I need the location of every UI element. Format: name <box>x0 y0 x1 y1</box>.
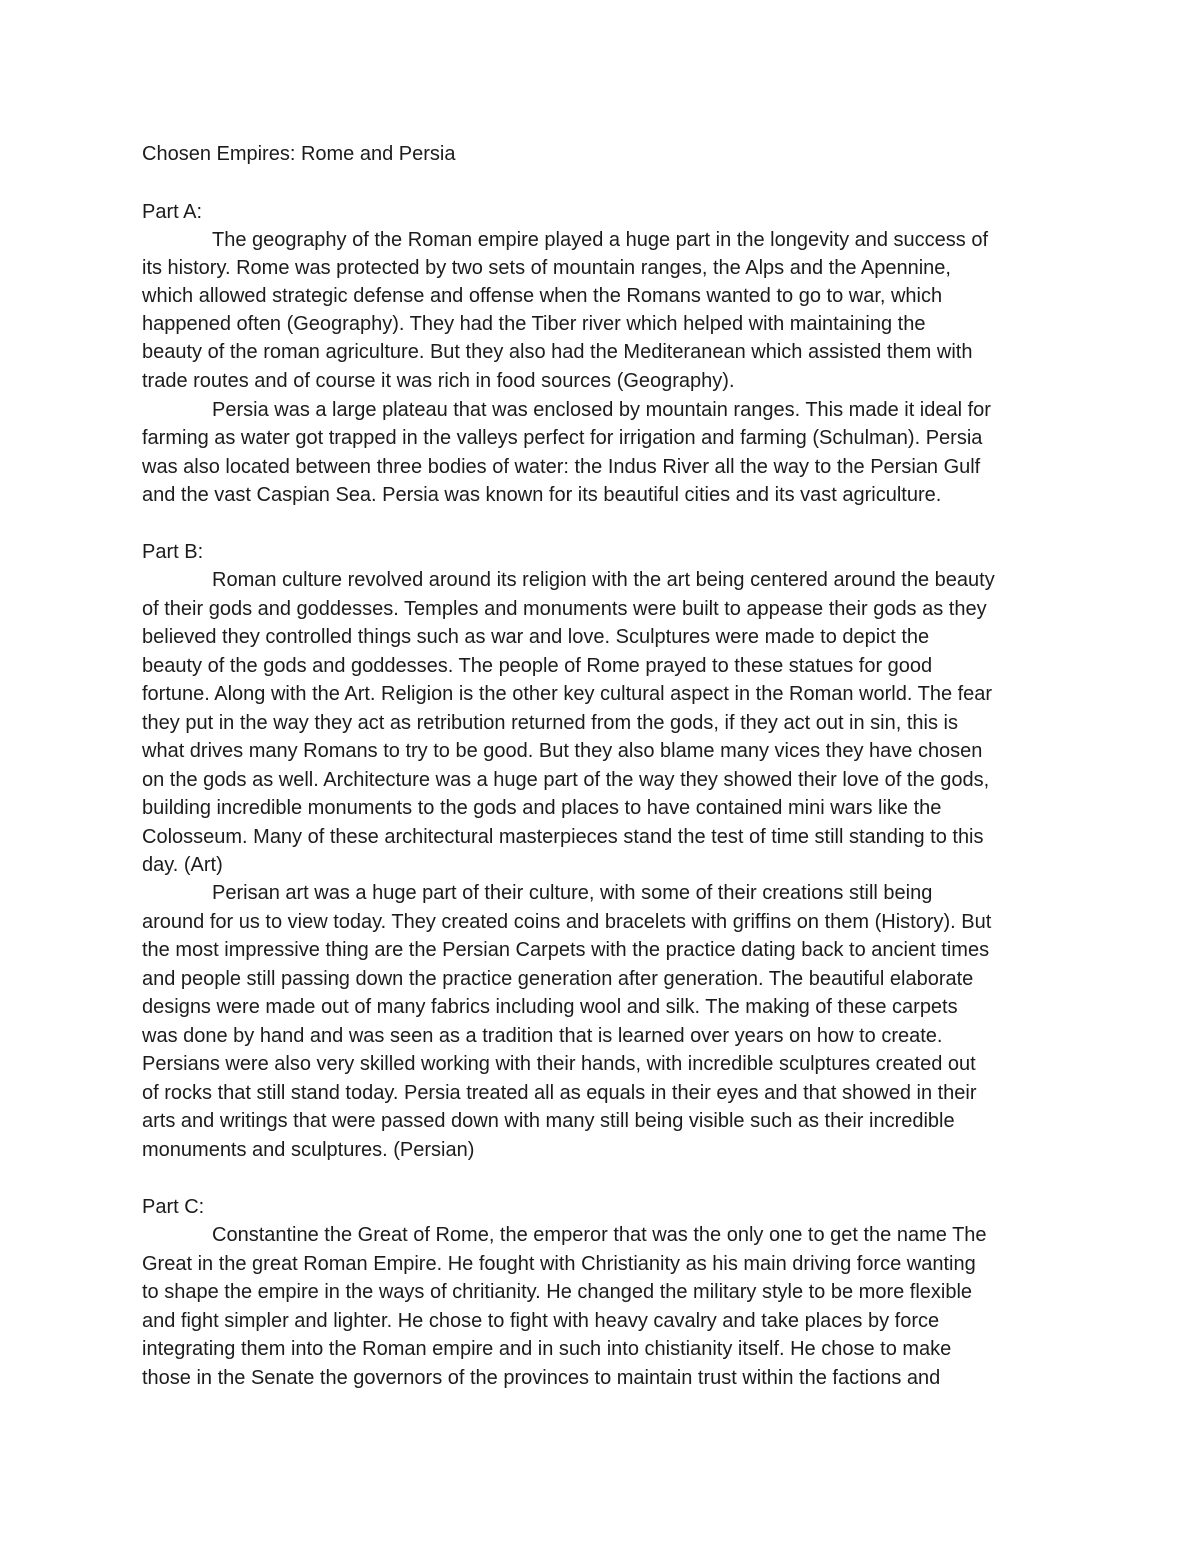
text-line: building incredible monuments to the gods and places to have contained mini wars like the <box>142 797 942 819</box>
text-line: of their gods and goddesses. Temples and monuments were built to appease their gods as they <box>142 598 987 620</box>
text-line: was also located between three bodies of water: the Indus River all the way to the Persian Gulf <box>142 456 981 478</box>
section-heading-part-a: Part A: <box>142 201 203 223</box>
text-line: and fight simpler and lighter. He chose to fight with heavy cavalry and take places by force <box>142 1310 940 1332</box>
text-line: beauty of the gods and goddesses. The people of Rome prayed to these statues for good <box>142 655 933 677</box>
text-line: arts and writings that were passed down with many still being visible such as their incredible <box>142 1110 955 1132</box>
text-line: which allowed strategic defense and offense when the Romans wanted to go to war, which <box>142 285 943 307</box>
text-line: Persians were also very skilled working with their hands, with incredible sculptures created out <box>142 1053 976 1075</box>
text-line: designs were made out of many fabrics including wool and silk. The making of these carpets <box>142 996 958 1018</box>
text-line: they put in the way they act as retribution returned from the gods, if they act out in sin, this is <box>142 712 958 734</box>
section-heading-part-c: Part C: <box>142 1196 205 1218</box>
text-line: happened often (Geography). They had the Tiber river which helped with maintaining the <box>142 313 926 335</box>
text-line: those in the Senate the governors of the provinces to maintain trust within the factions and <box>142 1367 941 1389</box>
text-line: The geography of the Roman empire played a huge part in the longevity and success of <box>212 229 989 251</box>
text-line: Great in the great Roman Empire. He fought with Christianity as his main driving force wanting <box>142 1253 976 1275</box>
text-line: its history. Rome was protected by two sets of mountain ranges, the Alps and the Apennine, <box>142 257 951 279</box>
text-line: monuments and sculptures. (Persian) <box>142 1139 475 1161</box>
text-line: believed they controlled things such as war and love. Sculptures were made to depict the <box>142 626 930 648</box>
text-line: and the vast Caspian Sea. Persia was known for its beautiful cities and its vast agriculture. <box>142 484 942 506</box>
text-line: farming as water got trapped in the valleys perfect for irrigation and farming (Schulman). Persia <box>142 427 983 449</box>
text-line: Perisan art was a huge part of their culture, with some of their creations still being <box>212 882 933 904</box>
text-line: around for us to view today. They created coins and bracelets with griffins on them (History). But <box>142 911 992 933</box>
text-line: to shape the empire in the ways of chritianity. He changed the military style to be more flexible <box>142 1281 973 1303</box>
text-line: trade routes and of course it was rich in food sources (Geography). <box>142 370 735 392</box>
text-line: of rocks that still stand today. Persia treated all as equals in their eyes and that showed in their <box>142 1082 977 1104</box>
text-line: fortune. Along with the Art. Religion is the other key cultural aspect in the Roman world. The fear <box>142 683 993 705</box>
text-line: Colosseum. Many of these architectural masterpieces stand the test of time still standing to this <box>142 826 984 848</box>
section-heading-part-b: Part B: <box>142 541 204 563</box>
text-line: day. (Art) <box>142 854 223 876</box>
text-line: Constantine the Great of Rome, the emperor that was the only one to get the name The <box>212 1224 987 1246</box>
text-line: Roman culture revolved around its religion with the art being centered around the beauty <box>212 569 995 591</box>
text-line: Persia was a large plateau that was enclosed by mountain ranges. This made it ideal for <box>212 399 991 421</box>
text-line: what drives many Romans to try to be good. But they also blame many vices they have chosen <box>142 740 983 762</box>
text-line: the most impressive thing are the Persian Carpets with the practice dating back to ancient times <box>142 939 990 961</box>
text-line: beauty of the roman agriculture. But they also had the Mediteranean which assisted them with <box>142 341 973 363</box>
text-line: and people still passing down the practice generation after generation. The beautiful elaborate <box>142 968 974 990</box>
text-line: on the gods as well. Architecture was a huge part of the way they showed their love of the gods, <box>142 769 990 791</box>
text-line: was done by hand and was seen as a tradition that is learned over years on how to create. <box>142 1025 943 1047</box>
document-title: Chosen Empires: Rome and Persia <box>142 143 456 165</box>
text-line: integrating them into the Roman empire and in such into chistianity itself. He chose to make <box>142 1338 952 1360</box>
